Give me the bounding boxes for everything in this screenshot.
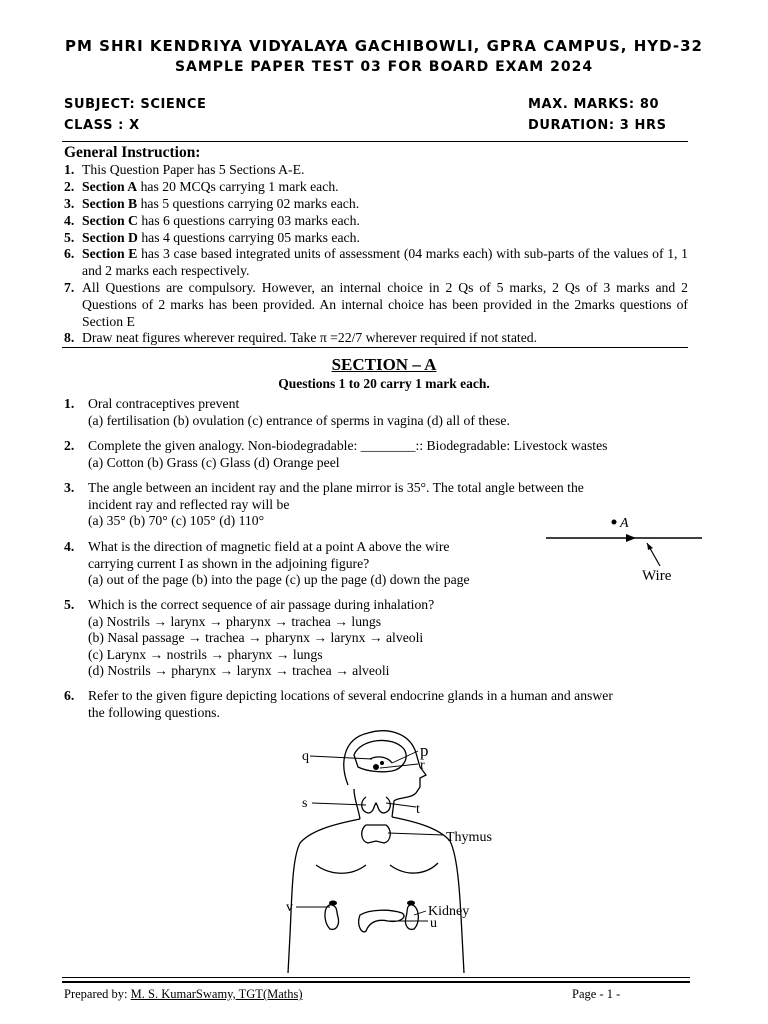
label-thymus: Thymus (446, 830, 492, 845)
label-u: u (430, 916, 437, 931)
subject-label: SUBJECT: SCIENCE (64, 97, 207, 112)
instruction-section-name: Section B (82, 196, 138, 211)
label-line-r (380, 764, 418, 768)
instruction-item (64, 330, 688, 347)
instruction-item (64, 213, 688, 230)
label-line-thymus (388, 833, 444, 835)
label-line-q (310, 756, 372, 759)
header-divider (62, 141, 688, 142)
instruction-text: has 4 questions carrying 05 marks each. (137, 230, 360, 245)
torso-left (288, 819, 360, 973)
instruction-number: 7. (64, 280, 75, 295)
question-6 (64, 688, 613, 721)
duration-label: DURATION: 3 HRS (528, 118, 667, 133)
instruction-number: 2. (64, 179, 75, 194)
question-options: (a) fertilisation (b) ovulation (c) entrance of sperms in vagina (d) all of these. (88, 412, 510, 428)
current-arrow-icon (626, 534, 636, 542)
instruction-number: 6. (64, 246, 75, 261)
instruction-number: 3. (64, 196, 75, 211)
section-title-text: SECTION – A (331, 355, 437, 374)
instruction-number: 5. (64, 230, 75, 245)
question-number: 6. (64, 688, 75, 703)
footer-divider-thin (62, 977, 690, 978)
question-option: (b) Nasal passage → trachea → pharynx → larynx → alveoli (88, 630, 424, 645)
question-text: The angle between an incident ray and the plane mirror is 35°. The total angle between the (88, 480, 584, 495)
question-number: 1. (64, 396, 75, 411)
question-text: What is the direction of magnetic field at a point A above the wire (88, 539, 450, 554)
instructions-title: General Instruction: (64, 144, 201, 161)
instructions-divider (62, 347, 688, 348)
instruction-section-name: Section A (82, 179, 138, 194)
instruction-item (64, 162, 688, 179)
wire-figure (540, 510, 710, 585)
section-subtitle: Questions 1 to 20 carry 1 mark each. (278, 376, 490, 391)
adrenal-gland-left (329, 901, 337, 906)
instruction-item (64, 230, 688, 247)
question-options: (a) 35° (b) 70° (c) 105° (d) 110° (88, 513, 265, 528)
label-kidney: Kidney (428, 904, 470, 919)
instruction-item (64, 246, 688, 280)
question-number: 3. (64, 480, 75, 495)
question-3 (64, 480, 584, 530)
point-a-dot (612, 520, 617, 525)
chest-line-right (390, 863, 438, 873)
instruction-item (64, 280, 688, 330)
instruction-number: 1. (64, 162, 75, 177)
label-p: p (420, 741, 429, 760)
left-kidney (325, 905, 339, 930)
footer-divider-thick (62, 981, 690, 983)
instruction-text: has 3 case based integrated units of assessment (04 marks each) with sub-parts of the values of 1, 1 and 2 marks each respectively. (82, 246, 688, 278)
class-label: CLASS : X (64, 118, 140, 133)
adrenal-gland-right (407, 901, 415, 906)
instruction-text: has 5 questions carrying 02 marks each. (137, 196, 360, 211)
instruction-text: This Question Paper has 5 Sections A-E. (82, 162, 305, 177)
school-name: PM SHRI KENDRIYA VIDYALAYA GACHIBOWLI, GPRA CAMPUS, HYD-32 (65, 37, 703, 55)
footer-prepared-by: Prepared by: (64, 987, 131, 1001)
question-text: Complete the given analogy. Non-biodegradable: ________:: Biodegradable: Livestock wastes (88, 438, 608, 453)
question-option: (a) Nostrils → larynx → pharynx → trachea → lungs (88, 613, 382, 629)
label-line-kidney (414, 911, 426, 915)
wire-label: Wire (642, 568, 672, 584)
neck-back (354, 789, 360, 819)
question-text: Refer to the given figure depicting locations of several endocrine glands in a human and answer (88, 688, 613, 703)
endocrine-gland-figure (270, 725, 500, 973)
instruction-text: has 20 MCQs carrying 1 mark each. (137, 179, 339, 194)
thyroid-gland (362, 797, 391, 813)
instruction-number: 4. (64, 213, 75, 228)
wire-pointer-arrow-icon (647, 543, 653, 550)
question-text: Which is the correct sequence of air passage during inhalation? (88, 597, 435, 612)
chest-line-left (316, 865, 366, 873)
question-text: the following questions. (88, 704, 220, 720)
question-2 (64, 438, 607, 471)
right-kidney (405, 905, 418, 930)
test-title: SAMPLE PAPER TEST 03 FOR BOARD EXAM 2024 (174, 59, 594, 75)
question-5 (64, 597, 434, 680)
instruction-text: has 6 questions carrying 03 marks each. (137, 213, 360, 228)
question-text: Oral contraceptives prevent (88, 396, 240, 411)
instruction-section-name: Section C (82, 213, 138, 228)
question-options: (a) Cotton (b) Grass (c) Glass (d) Orange peel (88, 454, 340, 470)
instruction-text: All Questions are compulsory. However, an internal choice in 2 Qs of 5 marks, 2 Qs of 3 marks and 2 Questions of 2 marks has been provided. An internal choice has been provided in the 2marks questions of Section E (82, 280, 688, 329)
question-options: (a) out of the page (b) into the page (c) up the page (d) down the page (88, 572, 470, 587)
question-1 (64, 396, 510, 429)
question-option: (c) Larynx → nostrils → pharynx → lungs (88, 646, 323, 662)
label-line-s (312, 803, 366, 805)
instruction-section-name: Section D (82, 230, 138, 245)
question-number: 5. (64, 597, 75, 612)
label-t: t (416, 802, 420, 817)
thymus-gland (362, 825, 391, 843)
question-text: carrying current I as shown in the adjoining figure? (88, 555, 370, 571)
question-option: (d) Nostrils → pharynx → larynx → trachea → alveoli (88, 663, 390, 678)
question-number: 2. (64, 438, 75, 453)
instruction-section-name: Section E (82, 246, 138, 261)
question-number: 4. (64, 539, 75, 554)
footer-author: M. S. KumarSwamy, TGT(Maths) (130, 987, 303, 1001)
instruction-item (64, 179, 688, 196)
footer-credit (64, 987, 303, 1002)
section-title (0, 355, 768, 375)
question-text: incident ray and reflected ray will be (88, 496, 290, 512)
max-marks-label: MAX. MARKS: 80 (528, 97, 660, 112)
pituitary-gland (373, 764, 379, 770)
question-4 (64, 539, 470, 589)
footer-page-number: Page - 1 - (572, 987, 621, 1001)
label-q: q (302, 749, 309, 764)
point-a-label: A (620, 516, 629, 531)
label-r: r (420, 758, 425, 773)
instruction-text: Draw neat figures wherever required. Take π =22/7 wherever required if not stated. (82, 330, 538, 345)
brain-outline (354, 740, 406, 771)
pineal-gland (380, 761, 384, 765)
instruction-number: 8. (64, 330, 75, 345)
label-s: s (302, 796, 308, 811)
instruction-item (64, 196, 688, 213)
label-v: v (286, 900, 293, 915)
